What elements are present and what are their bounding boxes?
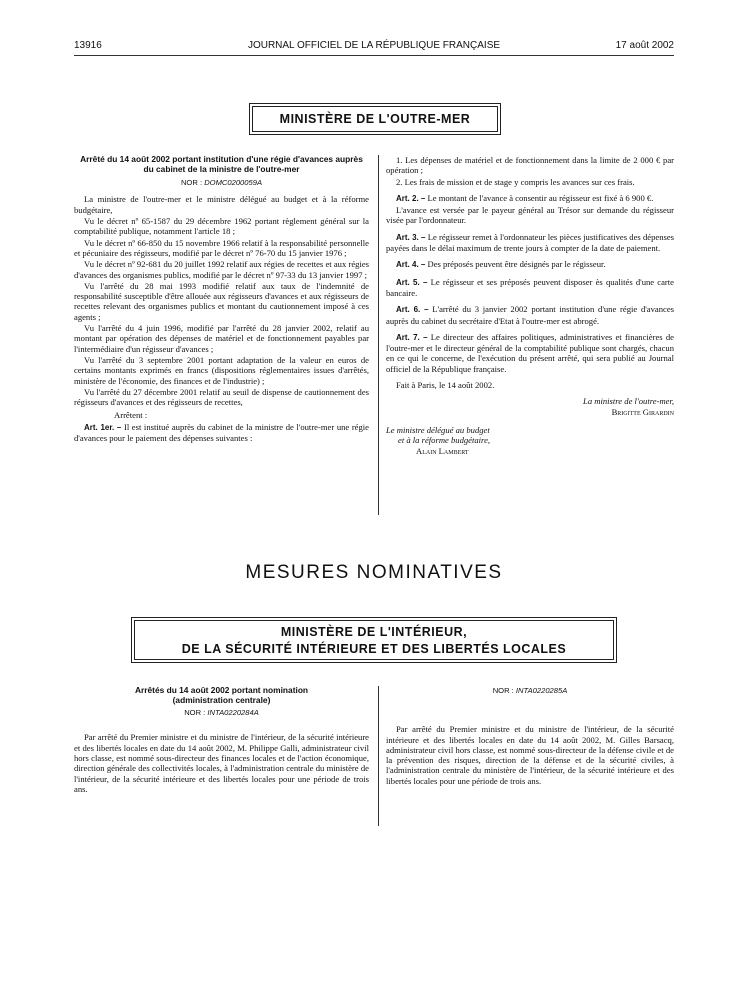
article-2-continued: L'avance est versée par le payeur général au Trésor sur demande du régisseur visée par l'ordonnateur. [386, 205, 674, 226]
ministry-interieur-box [134, 620, 614, 660]
preamble-paragraph: Vu l'arrêté du 4 juin 1996, modifié par l'arrêté du 28 janvier 2002, relatif au montant par opération des dépenses de matériel et de fonctionnement payables par l'intermédiaire d'un régisseur d'avances ; [74, 323, 369, 354]
nomination-paragraph: Par arrêté du Premier ministre et du ministre de l'intérieur, de la sécurité intérieure et des libertés locales en date du 14 août 2002, M. Philippe Galli, administrateur civil hors classe, est nommé sous-directeur des finances locales et de l'action économique, direction générale des collectivités locales, à l'administration centrale du ministère de l'intérieur, de la sécurité intérieure et des libertés locales pour une période de trois ans. [74, 732, 369, 794]
article-text: L'arrêté du 3 janvier 2002 portant institution d'une régie d'avances auprès du cabinet du secrétaire d'Etat à l'outre-mer est abrogé. [386, 304, 674, 326]
section-title: MESURES NOMINATIVES [245, 562, 503, 583]
preamble-paragraph: La ministre de l'outre-mer et le ministre délégué au budget et à la réforme budgétaire, [74, 194, 369, 215]
arrete2-nor-left [74, 708, 369, 718]
preamble-paragraph: Vu l'arrêté du 3 septembre 2001 portant adaptation de la valeur en euros de certains montants exprimés en francs (dispositions réglementaires issues d'arrêtés, ministère de l'économie, des finances et de l'industrie) ; [74, 354, 369, 386]
article-label: Art. 2. – [396, 193, 426, 203]
article-7 [386, 332, 674, 374]
article-3 [386, 232, 674, 254]
article-text: Des préposés peuvent être désignés par le régisseur. [427, 259, 606, 270]
signer2-name: Alain Lambert [416, 445, 469, 456]
expense-item: 2. Les frais de mission et de stage y compris les avances sur ces frais. [396, 176, 635, 187]
article-4 [386, 259, 674, 270]
arrete2-title-line1: Arrêtés du 14 août 2002 portant nomination [134, 685, 309, 695]
arrete2-title-line2: (administration centrale) [172, 694, 271, 705]
article-text: Le régisseur et ses préposés peuvent disposer ès qualités d'une carte bancaire. [386, 276, 674, 298]
article-2 [386, 193, 674, 204]
nor-code: INTA0220284A [207, 708, 259, 718]
signer2-role-line2: et à la réforme budgétaire, [398, 435, 491, 446]
arrete2-left-column [74, 686, 369, 795]
arrete1-left-column [74, 155, 369, 444]
article-5 [386, 277, 674, 299]
page-number: 13916 [74, 40, 102, 51]
article-text: Le régisseur remet à l'ordonnateur les pièces justificatives des dépenses payées dans le délai maximum de trente jours à compter de la date de paiement. [386, 231, 674, 254]
column-divider [378, 686, 379, 826]
preamble-paragraph: Vu l'arrêté du 28 mai 1993 modifié relatif aux taux de l'indemnité de responsabilité susceptible d'être allouée aux régisseurs d'avances et aux régisseurs de recettes relevant des organismes publics et montant du cautionnement imposé à ces agents ; [74, 280, 369, 322]
article-label: Art. 7. – [396, 332, 428, 342]
nor-label: NOR : [492, 686, 514, 695]
preamble-paragraph: Vu le décret nº 65-1587 du 29 décembre 1962 portant règlement général sur la comptabilité publique, notamment l'article 18 ; [74, 216, 369, 237]
signer2-role-line1: Le ministre délégué au budget [386, 424, 490, 435]
ministry-interieur-line1: MINISTÈRE DE L'INTÉRIEUR, [280, 625, 468, 639]
issue-date: 17 août 2002 [615, 40, 674, 51]
done-at: Fait à Paris, le 14 août 2002. [396, 380, 495, 391]
arretent: Arrêtent : [114, 410, 148, 421]
article-label: Art. 4. – [396, 260, 426, 270]
preamble-paragraph: Vu l'arrêté du 27 décembre 2001 relatif au seuil de dispense de cautionnement des régisseurs d'avances et des régisseurs de recettes, [74, 386, 369, 408]
article-label: Art. 5. – [396, 277, 428, 287]
nor-label: NOR : [184, 708, 206, 718]
article-1 [74, 422, 369, 444]
expense-item: 1. Les dépenses de matériel et de fonctionnement dans la limite de 2 000 € par opération ; [386, 155, 674, 176]
ministry-outre-mer-box [252, 106, 498, 132]
nomination-paragraph: Par arrêté du Premier ministre et du ministre de l'intérieur, de la sécurité intérieure et des libertés locales en date du 14 août 2002, M. Gilles Barsacq, administrateur civil hors classe, est nommé sous-directeur de la défense civile et de la prévention des risques, direction de la défense et de la sécurité civiles, à l'administration centrale du ministère de l'intérieur, de la sécurité intérieure et des libertés locales pour une période de trois ans. [386, 724, 674, 786]
nor-code: DOMC0200059A [204, 178, 263, 188]
journal-title: JOURNAL OFFICIEL DE LA RÉPUBLIQUE FRANÇAISE [247, 40, 501, 51]
header-rule [74, 55, 674, 56]
signer1-role: La ministre de l'outre-mer, [583, 396, 674, 407]
signer1-name: Brigitte Girardin [611, 406, 674, 417]
ministry-interieur-line2: DE LA SÉCURITÉ INTÉRIEURE ET DES LIBERTÉS LOCALES [181, 642, 567, 656]
nor-label: NOR : [180, 178, 203, 188]
article-text: Le directeur des affaires politiques, administratives et financières de l'outre-mer et le directeur général de la comptabilité publique sont chargés, chacun en ce qui le concerne, de l'exécution du présent arrêté, qui sera publié au Journal officiel de la République française. [386, 331, 674, 374]
article-label: Art. 3. – [396, 232, 426, 242]
article-6 [386, 304, 674, 326]
article-text: Le montant de l'avance à consentir au régisseur est fixé à 6 900 €. [427, 192, 654, 203]
ministry-outre-mer-title: MINISTÈRE DE L'OUTRE-MER [279, 112, 471, 126]
preamble-paragraph: Vu le décret nº 66-850 du 15 novembre 1966 relatif à la responsabilité personnelle et pécuniaire des régisseurs, modifié par le décret nº 76-70 du 15 janvier 1976 ; [74, 237, 369, 258]
article-label: Art. 6. – [396, 305, 429, 315]
article-text: Il est institué auprès du cabinet de la ministre de l'outre-mer une régie d'avances pour le paiement des dépenses suivantes : [74, 421, 369, 444]
arrete1-nor [74, 178, 369, 188]
nor-code: INTA0220285A [515, 686, 568, 695]
arrete2-nor-right [386, 686, 674, 696]
article-label: Art. 1er. – [84, 422, 122, 432]
column-divider [378, 155, 379, 515]
arrete2-right-column [386, 686, 674, 787]
preamble-paragraph: Vu le décret nº 92-681 du 20 juillet 1992 relatif aux régies de recettes et aux régies d'avances des organismes publics, modifié par le décret nº 97-33 du 13 janvier 1997 ; [74, 259, 369, 280]
arrete1-title: Arrêté du 14 août 2002 portant institution d'une régie d'avances auprès du cabinet de la ministre de l'outre-mer [80, 154, 363, 174]
arrete1-right-column [386, 155, 674, 456]
